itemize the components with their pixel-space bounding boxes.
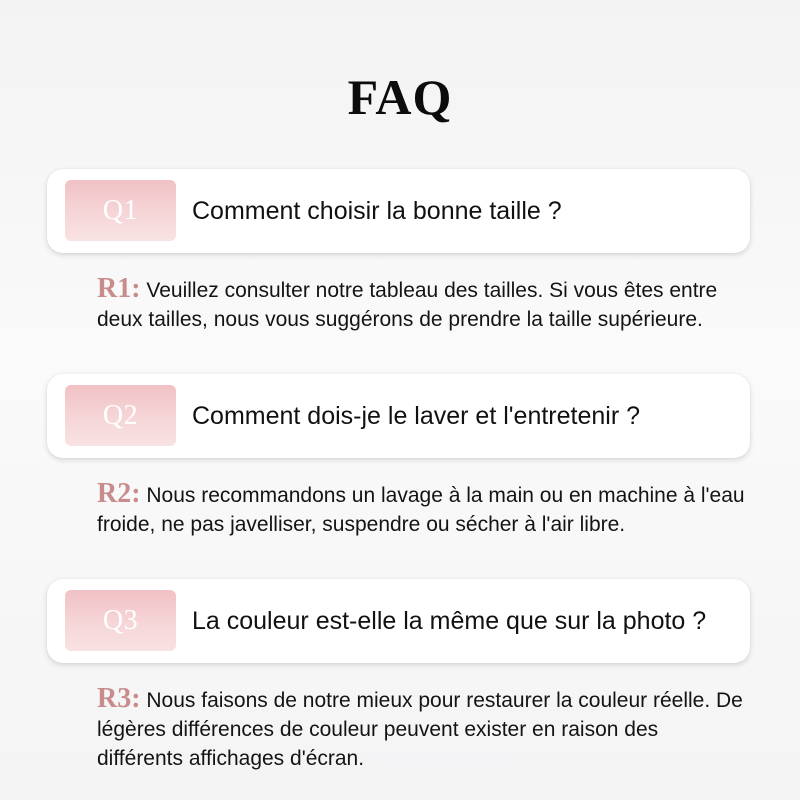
faq-answer-3: [97, 684, 747, 773]
question-text-2: Comment dois-je le laver et l'entretenir ?: [192, 401, 641, 430]
faq-question-card-1: [47, 169, 750, 253]
answer-text-3: Nous faisons de notre mieux pour restaurer la couleur réelle. De légères différences de couleur peuvent exister en raison des différents affichages d'écran.: [97, 689, 743, 770]
page-title: FAQ: [347, 69, 453, 125]
faq-answer-2: [97, 479, 747, 539]
question-badge-3: Q3: [65, 590, 176, 651]
answer-text-1: Veuillez consulter notre tableau des tailles. Si vous êtes entre deux tailles, nous vous suggérons de prendre la taille supérieure.: [97, 279, 718, 331]
answer-text-2: Nous recommandons un lavage à la main ou en machine à l'eau froide, ne pas javelliser, suspendre ou sécher à l'air libre.: [97, 484, 745, 536]
answer-label-2: R2:: [97, 478, 141, 509]
faq-answer-1: [97, 274, 747, 334]
answer-label-1: R1:: [97, 273, 141, 304]
question-text-3: La couleur est-elle la même que sur la photo ?: [192, 606, 707, 635]
answer-label-3: R3:: [97, 683, 141, 714]
faq-question-card-2: [47, 374, 750, 458]
question-badge-2: Q2: [65, 385, 176, 446]
question-text-1: Comment choisir la bonne taille ?: [192, 196, 562, 225]
faq-question-card-3: [47, 579, 750, 663]
question-badge-1: Q1: [65, 180, 176, 241]
